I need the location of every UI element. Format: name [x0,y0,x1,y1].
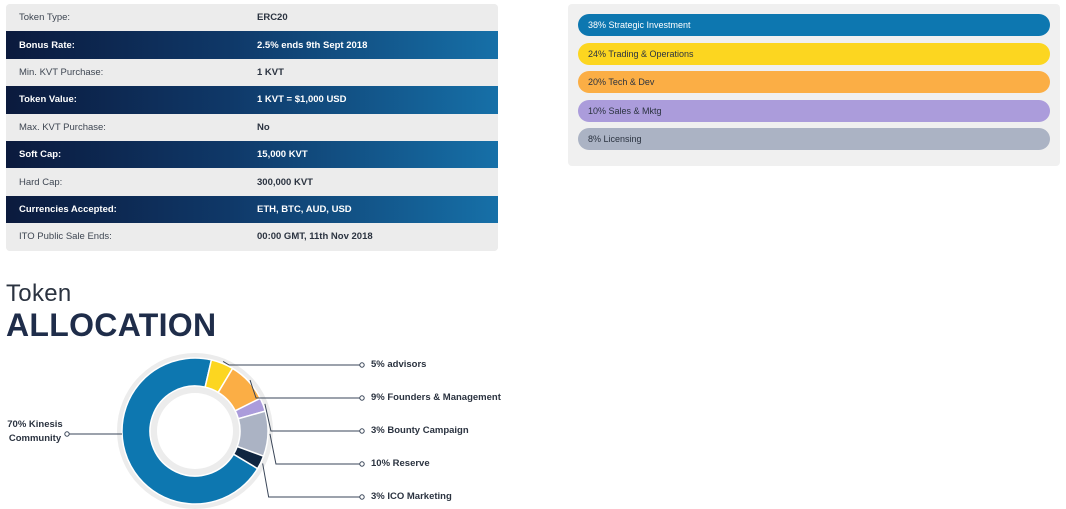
token-detail-row [6,31,498,58]
token-detail-value: 1 KVT = $1,000 USD [257,94,347,106]
legend-leader-line [270,434,360,464]
token-detail-value: ETH, BTC, AUD, USD [257,203,352,215]
token-detail-row [6,141,498,168]
token-detail-label: Bonus Rate: [19,39,75,51]
token-detail-label: Max. KVT Purchase: [19,121,106,133]
legend-leader-line [250,380,360,398]
token-detail-row [6,114,498,141]
legend-kinesis-line2: Community [8,433,62,444]
distribution-bar: 10% Sales & Mktg [578,100,1050,122]
legend-dot [65,432,69,436]
token-detail-row [6,4,498,31]
distribution-bar: 20% Tech & Dev [578,71,1050,93]
token-detail-label: Token Type: [19,12,71,24]
distribution-bar: 24% Trading & Operations [578,43,1050,65]
token-detail-label: Token Value: [19,94,77,106]
token-detail-value: ERC20 [257,12,288,24]
legend-label: 5% advisors [371,359,427,370]
legend-dot [360,462,364,466]
token-detail-value: 1 KVT [257,66,284,78]
token-detail-label: Hard Cap: [19,176,63,188]
legend-dot [360,363,364,367]
token-detail-row [6,86,498,113]
legend-label: 3% ICO Marketing [371,491,452,502]
legend-leader-line [265,404,360,431]
token-detail-label: ITO Public Sale Ends: [19,231,112,243]
distribution-bar: 8% Licensing [578,128,1050,150]
token-detail-label: Min. KVT Purchase: [19,66,104,78]
legend-dot [360,429,364,433]
legend-leader-line [263,463,360,497]
fund-distribution-panel [568,4,1060,166]
legend-dot [360,396,364,400]
token-detail-row [6,59,498,86]
legend-label: 3% Bounty Campaign [371,425,469,436]
token-detail-value: 15,000 KVT [257,149,308,161]
distribution-bar: 38% Strategic Investment [578,14,1050,36]
legend-label: 10% Reserve [371,458,430,469]
allocation-subtitle: Token [6,280,72,307]
legend-dot [360,495,364,499]
legend-leader-line [223,361,360,365]
token-detail-row [6,223,498,250]
token-detail-row [6,196,498,223]
token-detail-value: 00:00 GMT, 11th Nov 2018 [257,231,373,243]
token-detail-value: 2.5% ends 9th Sept 2018 [257,39,368,51]
donut-center-hole [157,393,233,469]
legend-kinesis-line1: 70% Kinesis [7,419,63,430]
token-detail-label: Soft Cap: [19,149,62,161]
token-detail-value: 300,000 KVT [257,176,313,188]
legend-label: 9% Founders & Management [371,392,501,403]
token-detail-value: No [257,121,270,133]
token-detail-label: Currencies Accepted: [19,203,117,215]
allocation-title: ALLOCATION [6,307,217,343]
token-details-table [6,4,498,251]
token-detail-row [6,168,498,195]
